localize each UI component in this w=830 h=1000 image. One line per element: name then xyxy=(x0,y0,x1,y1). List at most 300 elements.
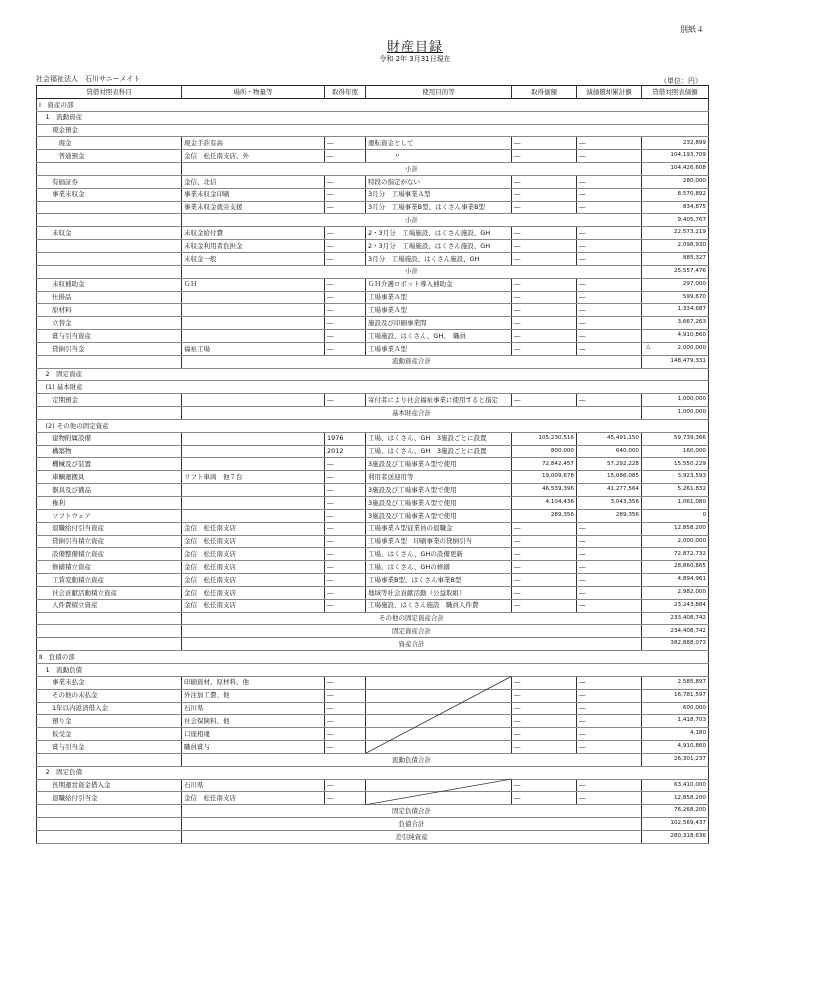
subtotal-row xyxy=(37,355,709,368)
account-cell xyxy=(37,240,182,253)
purpose-cell: 工場施設、はくさん、GH、 職員 xyxy=(366,330,512,343)
subtotal-spacer xyxy=(37,407,182,420)
accum-depr-cell: ― xyxy=(577,702,642,715)
accum-depr-cell: ― xyxy=(577,291,642,304)
acq-year-cell: ― xyxy=(325,702,366,715)
table-row xyxy=(37,227,709,240)
acq-cost-cell: 800,000 xyxy=(512,445,577,458)
subtotal-row xyxy=(37,638,709,651)
section-row xyxy=(37,766,709,779)
purpose-cell: 3月分 工場事業Ａ型 xyxy=(366,188,512,201)
bs-value-cell: 15,550,229 xyxy=(642,458,709,471)
acq-year-cell: ― xyxy=(325,471,366,484)
subtotal-spacer xyxy=(37,265,182,278)
table-row xyxy=(37,548,709,561)
header-accum-depr: 減価償却累計額 xyxy=(577,86,642,99)
subtotal-spacer xyxy=(37,830,182,843)
section-row xyxy=(37,663,709,676)
accum-depr-cell: ― xyxy=(577,548,642,561)
purpose-cell: ＧＨ介護ロボット導入補助金 xyxy=(366,278,512,291)
account-cell: 修繕積立資産 xyxy=(37,561,182,574)
location-cell xyxy=(182,394,325,407)
subtotal-value: 25,557,476 xyxy=(642,265,709,278)
location-cell: 金信 松任南支店 xyxy=(182,586,325,599)
bs-value-cell: 8,570,892 xyxy=(642,188,709,201)
bs-value-cell: 104,193,709 xyxy=(642,150,709,163)
acq-cost-cell: 105,230,516 xyxy=(512,432,577,445)
location-cell: 金信 松任南支店 xyxy=(182,574,325,587)
account-cell: 車輌運搬具 xyxy=(37,471,182,484)
table-row xyxy=(37,188,709,201)
acq-year-cell: ― xyxy=(325,330,366,343)
subtotal-value: 76,268,200 xyxy=(642,805,709,818)
table-row xyxy=(37,137,709,150)
subtotal-spacer xyxy=(37,625,182,638)
table-row xyxy=(37,792,709,805)
location-cell xyxy=(182,304,325,317)
account-cell: 未収補助金 xyxy=(37,278,182,291)
section-row xyxy=(37,124,709,137)
purpose-cell: 地域等社会貢献活動（公益取組） xyxy=(366,586,512,599)
accum-depr-cell: ― xyxy=(577,676,642,689)
purpose-cell xyxy=(366,728,512,741)
location-cell xyxy=(182,317,325,330)
table-row xyxy=(37,150,709,163)
accum-depr-cell: ― xyxy=(577,561,642,574)
bs-value-cell: 1,418,703 xyxy=(642,715,709,728)
subtotal-label: 小計 xyxy=(182,265,642,278)
acq-year-cell: 1976 xyxy=(325,432,366,445)
bs-value-cell: 1,000,000 xyxy=(642,394,709,407)
acq-cost-cell: ― xyxy=(512,137,577,150)
bs-value-cell: 22,573,219 xyxy=(642,227,709,240)
acq-cost-cell: ― xyxy=(512,291,577,304)
purpose-cell: 3施設及び工場事業Ａ型で使用 xyxy=(366,458,512,471)
subtotal-row xyxy=(37,818,709,831)
subtotal-value: 26,301,237 xyxy=(642,753,709,766)
acq-year-cell: ― xyxy=(325,599,366,612)
acq-cost-cell: ― xyxy=(512,535,577,548)
acq-year-cell: ― xyxy=(325,586,366,599)
bs-value-cell: 160,000 xyxy=(642,445,709,458)
account-cell: 事業未払金 xyxy=(37,676,182,689)
section-label: 1 流動負債 xyxy=(37,663,709,676)
table-row xyxy=(37,252,709,265)
table-row xyxy=(37,702,709,715)
acq-cost-cell: ― xyxy=(512,792,577,805)
acq-year-cell: ― xyxy=(325,317,366,330)
acq-cost-cell: ― xyxy=(512,522,577,535)
subtotal-label: 基本財産合計 xyxy=(182,407,642,420)
bs-value-cell: 12,858,200 xyxy=(642,792,709,805)
purpose-cell: 寄付者により社会福祉事業に使用すると指定 xyxy=(366,394,512,407)
table-row xyxy=(37,458,709,471)
subtotal-value: 234,408,742 xyxy=(642,625,709,638)
subtotal-value: 280,318,636 xyxy=(642,830,709,843)
location-cell: 金信 松任南支店 xyxy=(182,599,325,612)
purpose-cell xyxy=(366,715,512,728)
purpose-cell: 3施設及び工場事業Ａ型で使用 xyxy=(366,484,512,497)
table-row xyxy=(37,484,709,497)
bs-value-cell: 885,327 xyxy=(642,252,709,265)
table-row xyxy=(37,175,709,188)
section-label: 現金預金 xyxy=(37,124,709,137)
acq-year-cell: ― xyxy=(325,291,366,304)
table-row xyxy=(37,394,709,407)
subtotal-value: 102,569,437 xyxy=(642,818,709,831)
purpose-cell: 3月分 工場事業B型、はくさん事業B型 xyxy=(366,201,512,214)
account-cell: 貸倒引当金 xyxy=(37,342,182,355)
subtotal-row xyxy=(37,163,709,176)
table-row xyxy=(37,779,709,792)
location-cell: 事業未収金就労支援 xyxy=(182,201,325,214)
subtotal-value: 382,888,073 xyxy=(642,638,709,651)
table-row xyxy=(37,586,709,599)
accum-depr-cell: ― xyxy=(577,175,642,188)
table-row xyxy=(37,445,709,458)
purpose-cell: 3月分 工場施設、はくさん施設、GH xyxy=(366,252,512,265)
acq-year-cell: ― xyxy=(325,497,366,510)
purpose-cell: 2・3月分 工場施設、はくさん施設、GH xyxy=(366,240,512,253)
purpose-cell: 特段の指定がない xyxy=(366,175,512,188)
bs-value-cell: 3,667,263 xyxy=(642,317,709,330)
bs-value-cell: 4,180 xyxy=(642,728,709,741)
table-row xyxy=(37,330,709,343)
acq-cost-cell: ― xyxy=(512,240,577,253)
acq-year-cell: ― xyxy=(325,394,366,407)
bs-value-cell: 2,000,000 xyxy=(642,535,709,548)
accum-depr-cell: ― xyxy=(577,779,642,792)
acq-cost-cell: ― xyxy=(512,702,577,715)
purpose-cell: 利用者送迎用等 xyxy=(366,471,512,484)
account-cell: 預り金 xyxy=(37,715,182,728)
section-row xyxy=(37,651,709,664)
subtotal-label: 固定資産合計 xyxy=(182,625,642,638)
account-cell: 建物附属設備 xyxy=(37,432,182,445)
accum-depr-cell: 57,292,228 xyxy=(577,458,642,471)
bs-value-cell: 2,098,930 xyxy=(642,240,709,253)
accum-depr-cell: ― xyxy=(577,150,642,163)
location-cell: 金信 松任南支店 xyxy=(182,792,325,805)
location-cell: リフト車両 他７台 xyxy=(182,471,325,484)
account-cell: その他の未払金 xyxy=(37,689,182,702)
purpose-cell: 2・3月分 工場施設、はくさん施設、GH xyxy=(366,227,512,240)
acq-cost-cell: ― xyxy=(512,676,577,689)
bs-value-cell: 2,585,897 xyxy=(642,676,709,689)
account-cell: 賞与引当資産 xyxy=(37,330,182,343)
bs-value-cell: 1,061,080 xyxy=(642,497,709,510)
subtotal-row xyxy=(37,830,709,843)
bs-value-cell: 4,894,961 xyxy=(642,574,709,587)
header-location: 場所・物量等 xyxy=(182,86,325,99)
subtotal-value: 148,479,331 xyxy=(642,355,709,368)
acq-year-cell: ― xyxy=(325,535,366,548)
accum-depr-cell: ― xyxy=(577,689,642,702)
location-cell: 金信 松任南支店 xyxy=(182,548,325,561)
subtotal-value: 233,408,742 xyxy=(642,612,709,625)
acq-cost-cell: ― xyxy=(512,741,577,754)
bs-value-cell: 3,923,593 xyxy=(642,471,709,484)
purpose-cell xyxy=(366,779,512,792)
purpose-cell: 3施設及び工場事業Ａ型で使用 xyxy=(366,497,512,510)
subtotal-value: 104,426,608 xyxy=(642,163,709,176)
section-row xyxy=(37,111,709,124)
accum-depr-cell: ― xyxy=(577,741,642,754)
section-label: (2) その他の固定資産 xyxy=(37,419,709,432)
acq-year-cell: ― xyxy=(325,137,366,150)
acq-year-cell: ― xyxy=(325,689,366,702)
location-cell: 金信、北信 xyxy=(182,175,325,188)
acq-cost-cell: ― xyxy=(512,150,577,163)
bs-value-text: 2,000,000 xyxy=(677,345,706,351)
acq-cost-cell: ― xyxy=(512,317,577,330)
acq-year-cell: ― xyxy=(325,741,366,754)
header-purpose: 使用目的等 xyxy=(366,86,512,99)
table-row xyxy=(37,522,709,535)
location-cell: 未収金給付費 xyxy=(182,227,325,240)
subtotal-row xyxy=(37,612,709,625)
location-cell: 福祉工場 xyxy=(182,342,325,355)
acq-cost-cell: ― xyxy=(512,574,577,587)
acq-year-cell: ― xyxy=(325,728,366,741)
account-cell: 現金 xyxy=(37,137,182,150)
account-cell: 賞与引当金 xyxy=(37,741,182,754)
bs-value-cell: 4,910,860 xyxy=(642,330,709,343)
acq-year-cell: ― xyxy=(325,342,366,355)
account-cell: 退職給付引当資産 xyxy=(37,522,182,535)
accum-depr-cell: ― xyxy=(577,137,642,150)
account-cell: 工賃変動積立資産 xyxy=(37,574,182,587)
location-cell: 石川県 xyxy=(182,702,325,715)
acq-year-cell: ― xyxy=(325,509,366,522)
location-cell xyxy=(182,445,325,458)
bs-value-cell: 1,334,687 xyxy=(642,304,709,317)
acq-year-cell: ― xyxy=(325,150,366,163)
purpose-cell xyxy=(366,676,512,689)
acq-cost-cell: 72,842,457 xyxy=(512,458,577,471)
table-row xyxy=(37,535,709,548)
accum-depr-cell: ― xyxy=(577,317,642,330)
accum-depr-cell: 3,043,356 xyxy=(577,497,642,510)
acq-year-cell: ― xyxy=(325,792,366,805)
acq-cost-cell: 4,104,436 xyxy=(512,497,577,510)
table-row xyxy=(37,317,709,330)
accum-depr-cell: ― xyxy=(577,792,642,805)
purpose-cell xyxy=(366,741,512,754)
subtotal-row xyxy=(37,407,709,420)
subtotal-value: 1,000,000 xyxy=(642,407,709,420)
acq-year-cell: ― xyxy=(325,304,366,317)
section-label: 2 固定負債 xyxy=(37,766,709,779)
section-label: Ⅱ 負債の部 xyxy=(37,651,709,664)
bs-value-cell: 280,000 xyxy=(642,175,709,188)
subtotal-label: 小計 xyxy=(182,214,642,227)
purpose-cell: 工場事業Ａ型 xyxy=(366,291,512,304)
table-row xyxy=(37,240,709,253)
account-cell: 事業未収金 xyxy=(37,188,182,201)
account-cell: 権利 xyxy=(37,497,182,510)
purpose-cell: 〃 xyxy=(366,150,512,163)
accum-depr-cell: ― xyxy=(577,394,642,407)
account-cell: 定期預金 xyxy=(37,394,182,407)
subtotal-row xyxy=(37,805,709,818)
account-cell: 立替金 xyxy=(37,317,182,330)
acq-cost-cell: ― xyxy=(512,188,577,201)
acq-cost-cell: ― xyxy=(512,779,577,792)
table-row xyxy=(37,728,709,741)
acq-cost-cell: ― xyxy=(512,278,577,291)
accum-depr-cell: 45,491,150 xyxy=(577,432,642,445)
bs-value-cell: 23,243,884 xyxy=(642,599,709,612)
table-row xyxy=(37,574,709,587)
table-row xyxy=(37,291,709,304)
account-cell: 貸倒引当積立資産 xyxy=(37,535,182,548)
bs-value-cell: 2,982,000 xyxy=(642,586,709,599)
table-row xyxy=(37,561,709,574)
section-row xyxy=(37,98,709,111)
account-cell: 仕掛品 xyxy=(37,291,182,304)
account-cell: 人件費積立資産 xyxy=(37,599,182,612)
table-header-row xyxy=(37,86,709,99)
account-cell: 設備整備積立資産 xyxy=(37,548,182,561)
acq-year-cell: ― xyxy=(325,484,366,497)
subtotal-row xyxy=(37,753,709,766)
acq-cost-cell: ― xyxy=(512,689,577,702)
purpose-cell: 施設及び印刷事業間 xyxy=(366,317,512,330)
acq-cost-cell: ― xyxy=(512,342,577,355)
accum-depr-cell: 289,356 xyxy=(577,509,642,522)
bs-value-cell: 4,910,860 xyxy=(642,741,709,754)
table-row xyxy=(37,599,709,612)
negative-mark: △ xyxy=(646,343,651,350)
bs-value-cell: 297,000 xyxy=(642,278,709,291)
header-bs-value: 貸借対照表価額 xyxy=(642,86,709,99)
purpose-cell: 工場、はくさん、GH 3施設ごとに設置 xyxy=(366,432,512,445)
bs-value-cell: 834,875 xyxy=(642,201,709,214)
subtotal-row xyxy=(37,265,709,278)
subtotal-label: 差引純資産 xyxy=(182,830,642,843)
purpose-cell xyxy=(366,689,512,702)
bs-value-cell: 59,739,366 xyxy=(642,432,709,445)
purpose-cell: 工場事業Ａ型従業員の退職金 xyxy=(366,522,512,535)
section-row xyxy=(37,368,709,381)
purpose-cell: 工場施設、はくさん施設 職員人件費 xyxy=(366,599,512,612)
location-cell: 現金手許有高 xyxy=(182,137,325,150)
bs-value-cell: 28,860,865 xyxy=(642,561,709,574)
acq-cost-cell: ― xyxy=(512,227,577,240)
section-row xyxy=(37,381,709,394)
bs-value-cell xyxy=(642,342,709,355)
acq-year-cell: ― xyxy=(325,188,366,201)
acq-year-cell: ― xyxy=(325,278,366,291)
header-account: 貸借対照表科目 xyxy=(37,86,182,99)
section-label: 1 流動資産 xyxy=(37,111,709,124)
subtotal-label: 固定負債合計 xyxy=(182,805,642,818)
location-cell: 事業未収金印刷 xyxy=(182,188,325,201)
table-row xyxy=(37,497,709,510)
acq-cost-cell: ― xyxy=(512,330,577,343)
location-cell: 職員賞与 xyxy=(182,741,325,754)
document-title: 財産目録 xyxy=(386,40,443,55)
purpose-cell: 工場事業Ａ型 印刷事業の貸倒引当 xyxy=(366,535,512,548)
section-label: Ⅰ 資産の部 xyxy=(37,98,709,111)
acq-year-cell: ― xyxy=(325,240,366,253)
location-cell xyxy=(182,509,325,522)
table-row xyxy=(37,741,709,754)
subtotal-spacer xyxy=(37,163,182,176)
acq-cost-cell: 289,356 xyxy=(512,509,577,522)
acq-cost-cell: ― xyxy=(512,175,577,188)
acq-cost-cell: ― xyxy=(512,394,577,407)
account-cell: 1年以内返済借入金 xyxy=(37,702,182,715)
location-cell: 金信 松任南支店 xyxy=(182,561,325,574)
acq-year-cell: ― xyxy=(325,676,366,689)
account-cell: 社会貢献活動積立資産 xyxy=(37,586,182,599)
accum-depr-cell: ― xyxy=(577,574,642,587)
acq-year-cell: ― xyxy=(325,227,366,240)
location-cell: 印刷資材、原材料、他 xyxy=(182,676,325,689)
accum-depr-cell: ― xyxy=(577,599,642,612)
account-cell: 長期運営資金借入金 xyxy=(37,779,182,792)
acq-cost-cell: 19,009,678 xyxy=(512,471,577,484)
location-cell xyxy=(182,458,325,471)
location-cell: 外注加工費、他 xyxy=(182,689,325,702)
acq-cost-cell: ― xyxy=(512,715,577,728)
acq-cost-cell: ― xyxy=(512,304,577,317)
header-acq-cost: 取得価額 xyxy=(512,86,577,99)
purpose-cell xyxy=(366,792,512,805)
acq-year-cell: ― xyxy=(325,458,366,471)
acq-year-cell: ― xyxy=(325,779,366,792)
acq-year-cell: ― xyxy=(325,175,366,188)
acq-year-cell: ― xyxy=(325,548,366,561)
acq-year-cell: ― xyxy=(325,561,366,574)
subtotal-spacer xyxy=(37,355,182,368)
accum-depr-cell: 15,086,085 xyxy=(577,471,642,484)
section-row xyxy=(37,419,709,432)
subtotal-spacer xyxy=(37,818,182,831)
bs-value-cell: 72,872,732 xyxy=(642,548,709,561)
purpose-cell: 3施設及び工場事業Ａ型で使用 xyxy=(366,509,512,522)
subtotal-label: 流動負債合計 xyxy=(182,753,642,766)
header-acq-year: 取得年度 xyxy=(325,86,366,99)
subtotal-spacer xyxy=(37,214,182,227)
subtotal-row xyxy=(37,625,709,638)
account-cell: 未収金 xyxy=(37,227,182,240)
purpose-cell: 工場、はくさん、GH 3施設ごとに設置 xyxy=(366,445,512,458)
table-row xyxy=(37,432,709,445)
table-row xyxy=(37,201,709,214)
location-cell: 口座相違 xyxy=(182,728,325,741)
subtotal-label: 流動資産合計 xyxy=(182,355,642,368)
purpose-cell: 工場、はくさん、GHの設備更新 xyxy=(366,548,512,561)
accum-depr-cell: ― xyxy=(577,201,642,214)
table-row xyxy=(37,278,709,291)
unit-label: （単位：円） xyxy=(660,77,702,85)
acq-cost-cell: ― xyxy=(512,561,577,574)
accum-depr-cell: ― xyxy=(577,188,642,201)
location-cell xyxy=(182,432,325,445)
account-cell: 退職給付引当金 xyxy=(37,792,182,805)
account-cell: 原材料 xyxy=(37,304,182,317)
table-row xyxy=(37,676,709,689)
account-cell: 機械及び装置 xyxy=(37,458,182,471)
purpose-cell: 工場事業Ａ型 xyxy=(366,342,512,355)
bs-value-cell: 0 xyxy=(642,509,709,522)
account-cell: 器具及び備品 xyxy=(37,484,182,497)
bs-value-cell: 63,410,000 xyxy=(642,779,709,792)
property-inventory-table xyxy=(36,85,709,844)
